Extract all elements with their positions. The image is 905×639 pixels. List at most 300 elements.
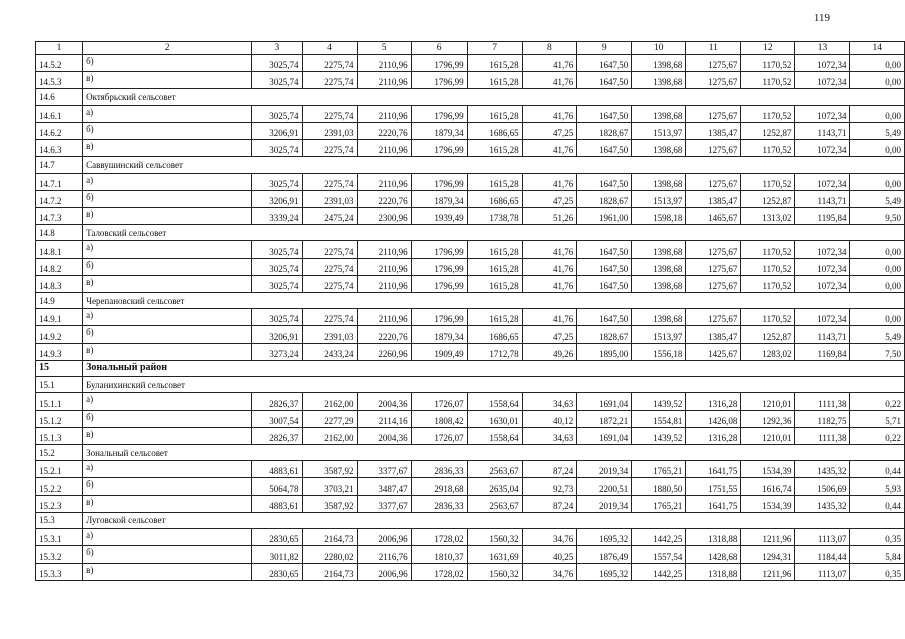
row-code: 15.3.1 xyxy=(36,529,83,546)
value-cell: 1072,34 xyxy=(795,55,850,72)
value-cell: 2830,65 xyxy=(252,563,302,580)
value-cell: 1170,52 xyxy=(741,309,795,326)
table-row xyxy=(36,546,905,563)
section-name: Октябрьский сельсовет xyxy=(83,89,905,105)
row-variant-label: б) xyxy=(83,546,252,563)
value-cell: 1275,67 xyxy=(686,72,741,89)
value-cell: 0,00 xyxy=(850,258,905,275)
value-cell: 1111,38 xyxy=(795,427,850,444)
value-cell: 1808,42 xyxy=(411,410,467,427)
value-cell: 2162,00 xyxy=(302,393,357,410)
value-cell: 2220,76 xyxy=(357,122,411,139)
value-cell: 3007,54 xyxy=(252,410,302,427)
value-cell: 1726,07 xyxy=(411,393,467,410)
value-cell: 3025,74 xyxy=(252,173,302,190)
value-cell: 1796,99 xyxy=(411,105,467,122)
value-cell: 2563,67 xyxy=(467,461,522,478)
table-row xyxy=(36,326,905,343)
value-cell: 1072,34 xyxy=(795,241,850,258)
row-variant-label: а) xyxy=(83,393,252,410)
section-row xyxy=(36,225,905,241)
value-cell: 1275,67 xyxy=(686,275,741,292)
value-cell: 2110,96 xyxy=(357,105,411,122)
section-row xyxy=(36,292,905,308)
value-cell: 2275,74 xyxy=(302,55,357,72)
value-cell: 49,26 xyxy=(522,343,577,360)
row-code: 14.7 xyxy=(36,157,83,173)
value-cell: 5,84 xyxy=(850,546,905,563)
value-cell: 1647,50 xyxy=(577,105,632,122)
row-code: 14.7.1 xyxy=(36,173,83,190)
value-cell: 1615,28 xyxy=(467,140,522,157)
section-row xyxy=(36,89,905,105)
value-cell: 1879,34 xyxy=(411,326,467,343)
row-variant-label: в) xyxy=(83,343,252,360)
value-cell: 2006,96 xyxy=(357,529,411,546)
value-cell: 1796,99 xyxy=(411,173,467,190)
value-cell: 1182,75 xyxy=(795,410,850,427)
value-cell: 0,35 xyxy=(850,563,905,580)
value-cell: 4883,61 xyxy=(252,461,302,478)
value-cell: 87,24 xyxy=(522,495,577,512)
value-cell: 1398,68 xyxy=(632,309,686,326)
value-cell: 1398,68 xyxy=(632,105,686,122)
value-cell: 1275,67 xyxy=(686,241,741,258)
value-cell: 47,25 xyxy=(522,190,577,207)
row-code: 14.6 xyxy=(36,89,83,105)
value-cell: 1313,02 xyxy=(741,207,795,224)
value-cell: 1534,39 xyxy=(741,495,795,512)
table-row xyxy=(36,241,905,258)
row-variant-label: в) xyxy=(83,495,252,512)
value-cell: 40,25 xyxy=(522,546,577,563)
row-code: 15.1.3 xyxy=(36,427,83,444)
value-cell: 2110,96 xyxy=(357,241,411,258)
row-variant-label: в) xyxy=(83,140,252,157)
value-cell: 2110,96 xyxy=(357,309,411,326)
value-cell: 2275,74 xyxy=(302,241,357,258)
value-cell: 2110,96 xyxy=(357,275,411,292)
value-cell: 1398,68 xyxy=(632,241,686,258)
value-cell: 1751,55 xyxy=(686,478,741,495)
row-code: 15.3.3 xyxy=(36,563,83,580)
value-cell: 1686,65 xyxy=(467,122,522,139)
row-code: 14.9.3 xyxy=(36,343,83,360)
table-row xyxy=(36,410,905,427)
value-cell: 1292,36 xyxy=(741,410,795,427)
value-cell: 2162,00 xyxy=(302,427,357,444)
row-code: 15.1.2 xyxy=(36,410,83,427)
value-cell: 1556,18 xyxy=(632,343,686,360)
value-cell: 1398,68 xyxy=(632,275,686,292)
value-cell: 2220,76 xyxy=(357,190,411,207)
row-variant-label: б) xyxy=(83,258,252,275)
row-variant-label: в) xyxy=(83,427,252,444)
value-cell: 1728,02 xyxy=(411,529,467,546)
value-cell: 1895,00 xyxy=(577,343,632,360)
value-cell: 1691,04 xyxy=(577,393,632,410)
value-cell: 0,00 xyxy=(850,55,905,72)
row-code: 14.8 xyxy=(36,225,83,241)
value-cell: 2275,74 xyxy=(302,72,357,89)
value-cell: 41,76 xyxy=(522,241,577,258)
value-cell: 1398,68 xyxy=(632,72,686,89)
value-cell: 1439,52 xyxy=(632,427,686,444)
column-header: 7 xyxy=(467,42,522,55)
value-cell: 7,50 xyxy=(850,343,905,360)
table-row xyxy=(36,461,905,478)
value-cell: 1318,88 xyxy=(686,529,741,546)
value-cell: 4883,61 xyxy=(252,495,302,512)
row-variant-label: в) xyxy=(83,72,252,89)
value-cell: 2114,16 xyxy=(357,410,411,427)
value-cell: 0,35 xyxy=(850,529,905,546)
value-cell: 1143,71 xyxy=(795,326,850,343)
table-row xyxy=(36,72,905,89)
value-cell: 1195,84 xyxy=(795,207,850,224)
value-cell: 2918,68 xyxy=(411,478,467,495)
value-cell: 1426,08 xyxy=(686,410,741,427)
value-cell: 0,00 xyxy=(850,105,905,122)
row-variant-label: в) xyxy=(83,275,252,292)
value-cell: 1738,78 xyxy=(467,207,522,224)
column-header: 4 xyxy=(302,42,357,55)
value-cell: 34,76 xyxy=(522,529,577,546)
value-cell: 3025,74 xyxy=(252,72,302,89)
row-code: 15.1 xyxy=(36,377,83,393)
section-name: Луговской сельсовет xyxy=(83,512,905,528)
row-code: 15.3.2 xyxy=(36,546,83,563)
value-cell: 34,63 xyxy=(522,393,577,410)
value-cell: 40,12 xyxy=(522,410,577,427)
value-cell: 1439,52 xyxy=(632,393,686,410)
row-code: 15 xyxy=(36,360,83,376)
value-cell: 1398,68 xyxy=(632,55,686,72)
value-cell: 1695,32 xyxy=(577,529,632,546)
value-cell: 1442,25 xyxy=(632,529,686,546)
value-cell: 1294,31 xyxy=(741,546,795,563)
value-cell: 2200,51 xyxy=(577,478,632,495)
value-cell: 1252,87 xyxy=(741,122,795,139)
value-cell: 1211,96 xyxy=(741,529,795,546)
value-cell: 2110,96 xyxy=(357,140,411,157)
value-cell: 1647,50 xyxy=(577,173,632,190)
value-cell: 2275,74 xyxy=(302,173,357,190)
value-cell: 1170,52 xyxy=(741,55,795,72)
value-cell: 1796,99 xyxy=(411,72,467,89)
row-code: 14.5.2 xyxy=(36,55,83,72)
value-cell: 1385,47 xyxy=(686,326,741,343)
value-cell: 1728,02 xyxy=(411,563,467,580)
value-cell: 2019,34 xyxy=(577,461,632,478)
row-code: 14.8.2 xyxy=(36,258,83,275)
column-header: 3 xyxy=(252,42,302,55)
value-cell: 1631,69 xyxy=(467,546,522,563)
value-cell: 0,00 xyxy=(850,241,905,258)
table-row xyxy=(36,207,905,224)
value-cell: 2275,74 xyxy=(302,275,357,292)
table-row xyxy=(36,563,905,580)
table-row xyxy=(36,140,905,157)
value-cell: 3025,74 xyxy=(252,258,302,275)
value-cell: 2391,03 xyxy=(302,122,357,139)
value-cell: 2006,96 xyxy=(357,563,411,580)
value-cell: 1534,39 xyxy=(741,461,795,478)
value-cell: 1513,97 xyxy=(632,326,686,343)
value-cell: 92,73 xyxy=(522,478,577,495)
value-cell: 34,76 xyxy=(522,563,577,580)
row-code: 15.2.2 xyxy=(36,478,83,495)
value-cell: 5,49 xyxy=(850,326,905,343)
value-cell: 1765,21 xyxy=(632,461,686,478)
value-cell: 51,26 xyxy=(522,207,577,224)
row-code: 15.2 xyxy=(36,444,83,460)
value-cell: 1647,50 xyxy=(577,258,632,275)
value-cell: 1385,47 xyxy=(686,190,741,207)
row-code: 15.1.1 xyxy=(36,393,83,410)
table-row xyxy=(36,105,905,122)
value-cell: 1170,52 xyxy=(741,241,795,258)
value-cell: 1275,67 xyxy=(686,105,741,122)
value-cell: 3273,24 xyxy=(252,343,302,360)
value-cell: 3206,91 xyxy=(252,326,302,343)
column-header: 14 xyxy=(850,42,905,55)
row-code: 14.6.1 xyxy=(36,105,83,122)
value-cell: 2826,37 xyxy=(252,393,302,410)
value-cell: 1211,96 xyxy=(741,563,795,580)
table-row xyxy=(36,343,905,360)
value-cell: 2019,34 xyxy=(577,495,632,512)
value-cell: 1560,32 xyxy=(467,563,522,580)
value-cell: 0,00 xyxy=(850,72,905,89)
value-cell: 5064,78 xyxy=(252,478,302,495)
section-name: Саввушинский сельсовет xyxy=(83,157,905,173)
value-cell: 1615,28 xyxy=(467,72,522,89)
row-code: 15.3 xyxy=(36,512,83,528)
value-cell: 41,76 xyxy=(522,55,577,72)
value-cell: 1170,52 xyxy=(741,105,795,122)
row-variant-label: б) xyxy=(83,55,252,72)
value-cell: 41,76 xyxy=(522,309,577,326)
value-cell: 1072,34 xyxy=(795,173,850,190)
value-cell: 1796,99 xyxy=(411,275,467,292)
value-cell: 2836,33 xyxy=(411,461,467,478)
value-cell: 41,76 xyxy=(522,140,577,157)
value-cell: 1647,50 xyxy=(577,241,632,258)
section-name: Зональный район xyxy=(83,360,905,376)
row-variant-label: а) xyxy=(83,309,252,326)
value-cell: 1184,44 xyxy=(795,546,850,563)
row-code: 15.2.1 xyxy=(36,461,83,478)
value-cell: 1828,67 xyxy=(577,122,632,139)
value-cell: 1513,97 xyxy=(632,122,686,139)
value-cell: 1726,07 xyxy=(411,427,467,444)
value-cell: 1170,52 xyxy=(741,72,795,89)
row-variant-label: б) xyxy=(83,410,252,427)
value-cell: 1506,69 xyxy=(795,478,850,495)
table-row xyxy=(36,427,905,444)
value-cell: 1615,28 xyxy=(467,55,522,72)
value-cell: 1072,34 xyxy=(795,105,850,122)
column-header: 9 xyxy=(577,42,632,55)
value-cell: 1616,74 xyxy=(741,478,795,495)
value-cell: 41,76 xyxy=(522,258,577,275)
value-cell: 1435,32 xyxy=(795,461,850,478)
value-cell: 1647,50 xyxy=(577,140,632,157)
value-cell: 1275,67 xyxy=(686,309,741,326)
value-cell: 1765,21 xyxy=(632,495,686,512)
value-cell: 1072,34 xyxy=(795,72,850,89)
value-cell: 1686,65 xyxy=(467,326,522,343)
value-cell: 0,00 xyxy=(850,309,905,326)
value-cell: 1647,50 xyxy=(577,309,632,326)
value-cell: 1170,52 xyxy=(741,258,795,275)
value-cell: 3025,74 xyxy=(252,105,302,122)
value-cell: 34,63 xyxy=(522,427,577,444)
value-cell: 2563,67 xyxy=(467,495,522,512)
table-row xyxy=(36,275,905,292)
table-row xyxy=(36,393,905,410)
value-cell: 9,50 xyxy=(850,207,905,224)
value-cell: 1880,50 xyxy=(632,478,686,495)
value-cell: 41,76 xyxy=(522,105,577,122)
value-cell: 1169,84 xyxy=(795,343,850,360)
table-row xyxy=(36,190,905,207)
column-header: 2 xyxy=(83,42,252,55)
value-cell: 2110,96 xyxy=(357,258,411,275)
value-cell: 1909,49 xyxy=(411,343,467,360)
value-cell: 2277,29 xyxy=(302,410,357,427)
value-cell: 1879,34 xyxy=(411,190,467,207)
value-cell: 2826,37 xyxy=(252,427,302,444)
value-cell: 1275,67 xyxy=(686,258,741,275)
table-row xyxy=(36,529,905,546)
value-cell: 0,00 xyxy=(850,275,905,292)
column-header: 6 xyxy=(411,42,467,55)
value-cell: 1316,28 xyxy=(686,393,741,410)
value-cell: 1072,34 xyxy=(795,309,850,326)
value-cell: 2275,74 xyxy=(302,309,357,326)
row-code: 14.9 xyxy=(36,292,83,308)
value-cell: 1876,49 xyxy=(577,546,632,563)
value-cell: 2110,96 xyxy=(357,173,411,190)
row-code: 14.9.2 xyxy=(36,326,83,343)
value-cell: 1712,78 xyxy=(467,343,522,360)
value-cell: 1072,34 xyxy=(795,140,850,157)
value-cell: 3025,74 xyxy=(252,55,302,72)
value-cell: 2110,96 xyxy=(357,55,411,72)
value-cell: 1598,18 xyxy=(632,207,686,224)
value-cell: 1796,99 xyxy=(411,258,467,275)
value-cell: 1647,50 xyxy=(577,275,632,292)
value-cell: 3025,74 xyxy=(252,309,302,326)
value-cell: 1828,67 xyxy=(577,326,632,343)
section-row xyxy=(36,157,905,173)
value-cell: 1465,67 xyxy=(686,207,741,224)
value-cell: 1796,99 xyxy=(411,241,467,258)
value-cell: 1554,81 xyxy=(632,410,686,427)
value-cell: 1275,67 xyxy=(686,55,741,72)
value-cell: 3206,91 xyxy=(252,190,302,207)
value-cell: 2110,96 xyxy=(357,72,411,89)
value-cell: 1872,21 xyxy=(577,410,632,427)
value-cell: 1210,01 xyxy=(741,393,795,410)
value-cell: 2475,24 xyxy=(302,207,357,224)
value-cell: 2164,73 xyxy=(302,563,357,580)
value-cell: 3587,92 xyxy=(302,495,357,512)
value-cell: 1810,37 xyxy=(411,546,467,563)
value-cell: 1072,34 xyxy=(795,275,850,292)
value-cell: 2004,36 xyxy=(357,427,411,444)
value-cell: 1641,75 xyxy=(686,495,741,512)
value-cell: 1558,64 xyxy=(467,393,522,410)
row-variant-label: а) xyxy=(83,461,252,478)
value-cell: 1961,00 xyxy=(577,207,632,224)
row-variant-label: в) xyxy=(83,563,252,580)
row-variant-label: б) xyxy=(83,326,252,343)
value-cell: 2391,03 xyxy=(302,190,357,207)
value-cell: 3206,91 xyxy=(252,122,302,139)
section-row xyxy=(36,512,905,528)
value-cell: 1691,04 xyxy=(577,427,632,444)
column-header: 1 xyxy=(36,42,83,55)
value-cell: 1615,28 xyxy=(467,275,522,292)
value-cell: 1558,64 xyxy=(467,427,522,444)
table-row xyxy=(36,173,905,190)
value-cell: 1557,54 xyxy=(632,546,686,563)
value-cell: 0,22 xyxy=(850,427,905,444)
value-cell: 0,22 xyxy=(850,393,905,410)
value-cell: 1641,75 xyxy=(686,461,741,478)
value-cell: 2433,24 xyxy=(302,343,357,360)
row-code: 14.5.3 xyxy=(36,72,83,89)
column-header: 5 xyxy=(357,42,411,55)
value-cell: 3025,74 xyxy=(252,241,302,258)
value-cell: 2220,76 xyxy=(357,326,411,343)
value-cell: 1252,87 xyxy=(741,190,795,207)
value-cell: 0,44 xyxy=(850,495,905,512)
value-cell: 1072,34 xyxy=(795,258,850,275)
row-code: 14.6.2 xyxy=(36,122,83,139)
section-row xyxy=(36,360,905,376)
column-header: 13 xyxy=(795,42,850,55)
value-cell: 1428,68 xyxy=(686,546,741,563)
value-cell: 1398,68 xyxy=(632,258,686,275)
column-header: 8 xyxy=(522,42,577,55)
value-cell: 3339,24 xyxy=(252,207,302,224)
row-code: 14.6.3 xyxy=(36,140,83,157)
value-cell: 2275,74 xyxy=(302,140,357,157)
value-cell: 1615,28 xyxy=(467,173,522,190)
value-cell: 1143,71 xyxy=(795,122,850,139)
row-code: 14.7.2 xyxy=(36,190,83,207)
section-row xyxy=(36,377,905,393)
value-cell: 3025,74 xyxy=(252,140,302,157)
row-code: 14.8.3 xyxy=(36,275,83,292)
value-cell: 0,00 xyxy=(850,173,905,190)
value-cell: 1796,99 xyxy=(411,55,467,72)
value-cell: 1252,87 xyxy=(741,326,795,343)
value-cell: 1615,28 xyxy=(467,258,522,275)
value-cell: 41,76 xyxy=(522,72,577,89)
table-row xyxy=(36,122,905,139)
value-cell: 1113,07 xyxy=(795,529,850,546)
value-cell: 1170,52 xyxy=(741,140,795,157)
value-cell: 2260,96 xyxy=(357,343,411,360)
value-cell: 1435,32 xyxy=(795,495,850,512)
value-cell: 1283,02 xyxy=(741,343,795,360)
value-cell: 2275,74 xyxy=(302,105,357,122)
